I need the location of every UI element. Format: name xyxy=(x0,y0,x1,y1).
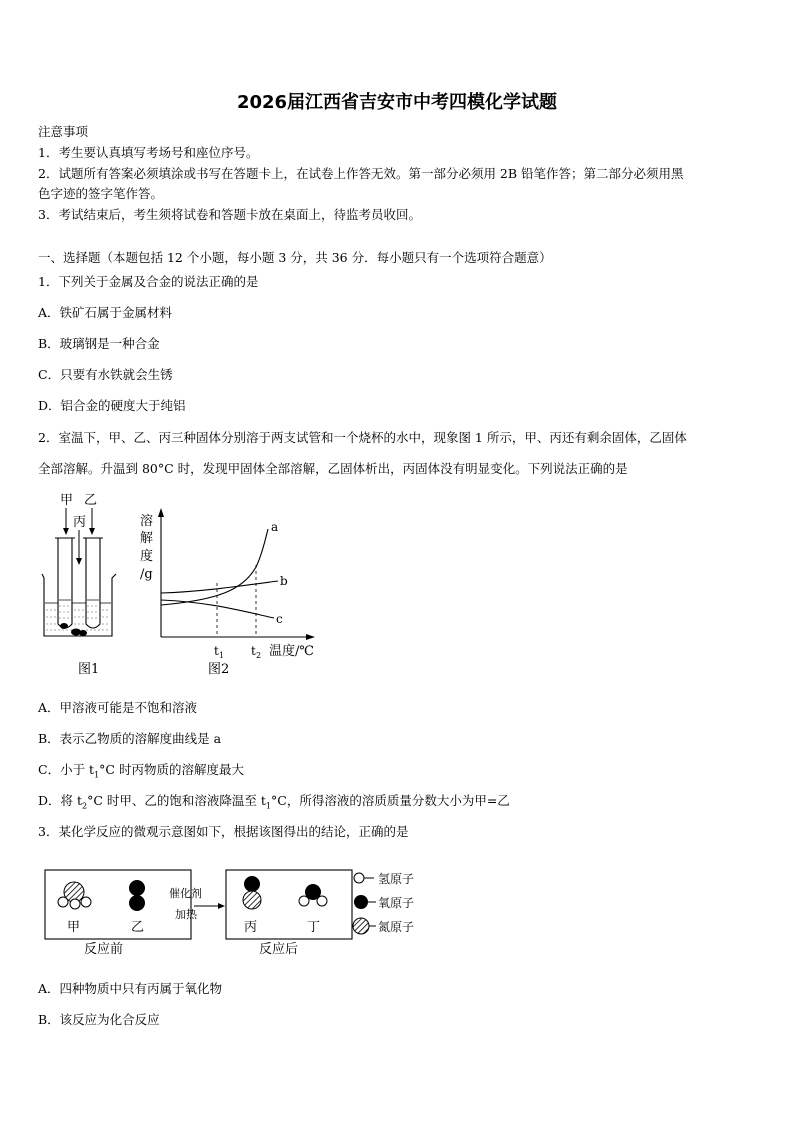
notice-item: 3．考试结束后，考生须将试卷和答题卡放在桌面上，待监考员收回。 xyxy=(38,207,421,222)
notice-item: 1．考生要认真填写考场号和座位序号。 xyxy=(38,145,259,160)
legend-hydrogen: 氢原子 xyxy=(378,872,415,886)
fig1-label-bing: 丙 xyxy=(73,515,87,530)
after-caption: 反应后 xyxy=(259,942,299,957)
oxygen-atom-icon xyxy=(354,895,368,909)
fig1-caption: 图1 xyxy=(78,662,100,677)
ylabel-char: /g xyxy=(140,567,153,582)
fig1-label-jia: 甲 xyxy=(60,493,74,508)
question-2-stem-line2: 全部溶解。升温到 80°C 时，发现甲固体全部溶解，乙固体析出，丙固体没有明显变化。下列说法正确的是 xyxy=(38,461,628,476)
fig2-caption: 图2 xyxy=(208,662,230,677)
catalyst-label: 催化剂 xyxy=(169,887,202,900)
notice-item: 2．试题所有答案必须填涂或书写在答题卡上，在试卷上作答无效。第一部分必须用 2B 铅笔作答；第二部分必须用黑 xyxy=(38,166,684,181)
page-title: 2026届江西省吉安市中考四模化学试题 xyxy=(236,92,558,113)
section-heading: 一、选择题（本题包括 12 个小题，每小题 3 分，共 36 分．每小题只有一个选项符合题意） xyxy=(38,250,552,265)
ylabel-char: 解 xyxy=(140,531,154,546)
label-ding: 丁 xyxy=(307,920,321,935)
q3-option-b: B．该反应为化合反应 xyxy=(38,1012,160,1027)
question-1-stem: 1．下列关于金属及合金的说法正确的是 xyxy=(38,274,259,289)
q1-option-d: D．铝合金的硬度大于纯铝 xyxy=(38,398,186,413)
curve-a-label: a xyxy=(271,520,279,534)
q1-option-c: C．只要有水铁就会生锈 xyxy=(38,367,173,382)
x-axis-label: 温度/℃ xyxy=(269,644,314,659)
ylabel-char: 度 xyxy=(140,549,154,564)
figure-2-solubility-chart xyxy=(138,505,328,685)
figure-3-reaction-diagram xyxy=(44,862,444,962)
legend-nitrogen: 氮原子 xyxy=(378,920,415,934)
q1-option-b: B．玻璃钢是一种合金 xyxy=(38,336,160,351)
q3-option-a: A．四种物质中只有丙属于氧化物 xyxy=(38,981,223,996)
figure-1-apparatus xyxy=(36,488,126,683)
ylabel-char: 溶 xyxy=(140,514,154,529)
legend-oxygen: 氧原子 xyxy=(378,896,415,910)
q2-option-a: A．甲溶液可能是不饱和溶液 xyxy=(38,700,198,715)
notice-heading: 注意事项 xyxy=(38,124,89,139)
question-3-stem: 3．某化学反应的微观示意图如下，根据该图得出的结论，正确的是 xyxy=(38,824,409,839)
notice-item: 色字迹的签字笔作答。 xyxy=(38,186,164,201)
heat-label: 加热 xyxy=(175,908,197,921)
tick-t2: t xyxy=(251,644,256,658)
label-bing: 丙 xyxy=(244,920,258,935)
question-2-stem-line1: 2．室温下，甲、乙、丙三种固体分别溶于两支试管和一个烧杯的水中，现象图 1 所示，甲、丙还有剩余固体，乙固体 xyxy=(38,430,687,445)
curve-b xyxy=(161,581,278,593)
q1-option-a: A．铁矿石属于金属材料 xyxy=(38,305,173,320)
label-jia: 甲 xyxy=(67,920,81,935)
curve-b-label: b xyxy=(280,574,288,588)
tick-t2-sub: 2 xyxy=(256,651,262,660)
curve-c-label: c xyxy=(276,612,283,626)
nitrogen-atom-icon xyxy=(353,918,369,934)
hydrogen-atom-icon xyxy=(354,873,364,883)
q2-option-b: B．表示乙物质的溶解度曲线是 a xyxy=(38,731,222,746)
curve-a xyxy=(161,529,268,605)
label-yi: 乙 xyxy=(131,920,145,935)
q2-option-d: D．将 $t_2^\circ C$ 时甲、乙的饱和溶液降温至 $t_1^\circ C$，所得溶液的溶质质量分数大小为甲=乙 xyxy=(38,793,510,811)
tick-t1-sub: 1 xyxy=(219,651,225,660)
q2-option-c: C．小于 $t_1^\circ C$ 时丙物质的溶解度最大 xyxy=(38,762,244,780)
fig1-label-yi: 乙 xyxy=(84,493,98,508)
tick-t1: t xyxy=(214,644,219,658)
before-caption: 反应前 xyxy=(84,942,124,957)
